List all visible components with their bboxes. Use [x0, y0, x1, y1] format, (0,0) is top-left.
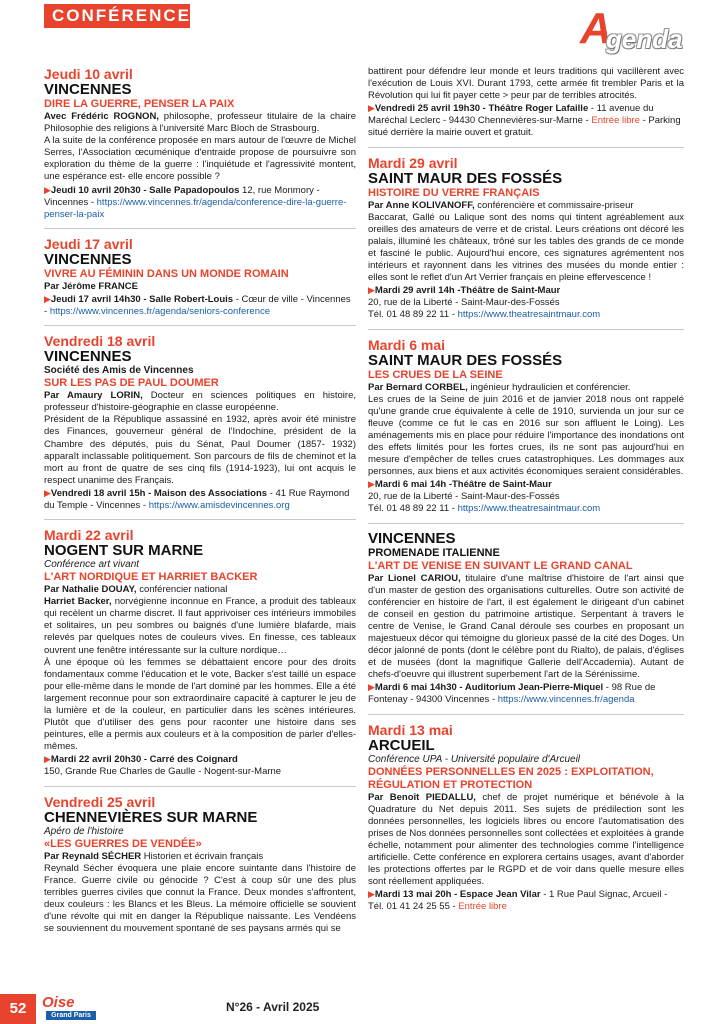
event-city: SAINT MAUR DES FOSSÉS	[368, 351, 563, 369]
event-category: Conférence UPA - Université populaire d'Arcueil	[368, 753, 581, 765]
triangle-right-icon: ▶	[44, 293, 51, 304]
event-link[interactable]: https://www.vincennes.fr/agenda/seniors-conference	[49, 306, 271, 318]
divider	[44, 786, 356, 787]
entry-badge: Entrée libre	[458, 901, 507, 913]
divider	[44, 519, 356, 520]
event-address: 20, rue de la Liberté - Saint-Maur-des-Fossés	[368, 297, 560, 309]
event-title: VIVRE AU FÉMININ DANS UN MONDE ROMAIN	[44, 267, 289, 280]
event-block	[368, 337, 684, 516]
event-category: Apéro de l'histoire	[44, 825, 124, 837]
event-description: À une époque où les femmes se débattaient encore pour des droits fondamentaux comme l'éducation et le vote, Backer s'est taillé un espace pour elle-même dans le monde de l'art dominé par les hommes. Elle a été largement reconnue pour son extraordinaire capacité à capturer le jeu de la lumière et de la couleur, en particulier dans les scènes intérieures. Plutôt que d'utiliser des gens pour raconter une histoire dans ses peintures, elle a permis aux couleurs et à la composition de parler d'elles-mêmes.	[44, 656, 356, 753]
entry-badge: Entrée libre	[591, 115, 640, 127]
event-link[interactable]: https://www.theatresaintmaur.com	[457, 309, 601, 321]
divider	[44, 228, 356, 229]
event-city: SAINT MAUR DES FOSSÉS	[368, 169, 563, 187]
event-speaker: Par Benoît PIEDALLU, chef de projet numérique et bénévole à la Quadrature du Net depuis 2011. Ses sujets de prédilection sont les données personnelles, les logiciels libres ou encore l'automatisation des prises de Nos données personnelles sont collectées et exploitées à grande échelle, notamment pour alimenter des technologies comme l'intelligence artificielle. Cette conférence en explorera certains usages, avant d'aborder les protections offertes par le RGPD et de voir dans quelle mesure elles sont réellement appliquées.	[368, 791, 685, 888]
divider	[368, 147, 684, 148]
event-category: PROMENADE ITALIENNE	[368, 546, 500, 559]
event-block	[368, 722, 684, 914]
event-address: 150, Grande Rue Charles de Gaulle - Nogent-sur-Marne	[44, 766, 282, 778]
event-city: VINCENNES	[44, 348, 132, 366]
event-speaker: Par Nathalie DOUAY, conférencier national	[44, 584, 228, 596]
event-speaker: Avec Frédéric ROGNON, philosophe, professeur titulaire de la chaire Philosophie des religions à l'université Marc Bloch de Strasbourg.	[44, 111, 356, 135]
event-speaker: Par Lionel CARIOU, titulaire d'une maîtrise d'histoire de l'art ainsi que d'un master de gestion des organisations culturelles. Outre son activité de conférencier en histoire de l'art, il est également le dirigeant d'un cabinet de conseil en gestion du patrimoine artistique. Serpentant à travers le centre de Venise, le Grand Canal déroule ses courbes en proposant un majestueux décor qui témoigne du glorieux passé de la cité des Doges. Un décor jalonné de ponts (dont le célèbre pont du Rialto), de palais, d'églises et de musées (dont la magnifique Gallerie dell'Accademia). Autant de chefs-d'oeuvre qui illustrent superbement l'art de la Sérénissime.	[368, 572, 684, 681]
section-header	[44, 4, 205, 28]
event-description: Président de la République assassiné en 1932, après avoir été ministre des Finances, gouverneur général de l'Indochine, président de la Chambre des députés, puis du Sénat, Paul Doumer (1857- 1932) apparaît inclassable politiquement. Son parcours de fils de cheminot et la mort au front de quatre de ses cinq fils (1914-1923), lui ont acquis le respect unanime des Français.	[44, 414, 356, 486]
event-info: ▶Jeudi 10 avril 20h30 - Salle Papadopoulos 12, rue Monmory - Vincennes - https://www.vincennes.fr/agenda/conference-dire-la-guerre-penser-la-paix	[44, 184, 347, 220]
event-info: ▶Vendredi 18 avril 15h - Maison des Associations - 41 Rue Raymond du Temple - Vincennes - https://www.amisdevincennes.org	[44, 487, 350, 511]
event-city: CHENNEVIÈRES SUR MARNE	[44, 808, 258, 826]
event-title: L'ART DE VENISE EN SUIVANT LE GRAND CANAL	[368, 559, 633, 572]
event-speaker: Par Anne KOLIVANOFF, conférencière et commissaire-priseur	[368, 199, 634, 211]
event-phone: Tél. 01 48 89 22 11 - https://www.theatresaintmaur.com	[368, 503, 601, 515]
event-city: VINCENNES	[44, 81, 132, 98]
event-phone: Tél. 01 48 89 22 11 - https://www.theatresaintmaur.com	[368, 309, 601, 321]
divider	[368, 329, 684, 330]
event-city: VINCENNES	[44, 250, 132, 268]
divider	[368, 714, 684, 715]
event-date: Jeudi 17 avril	[44, 235, 133, 252]
event-title: DIRE LA GUERRE, PENSER LA PAIX	[44, 98, 235, 110]
event-title: L'ART NORDIQUE ET HARRIET BACKER	[44, 571, 258, 584]
event-city: ARCUEIL	[368, 736, 435, 754]
event-title: SUR LES PAS DE PAUL DOUMER	[44, 377, 219, 390]
event-info: ▶Jeudi 17 avril 14h30 - Salle Robert-Louis - Cœur de ville - Vincennes - https://www.vincennes.fr/agenda/seniors-conference	[44, 293, 351, 318]
triangle-right-icon: ▶	[368, 682, 375, 693]
event-date: Mardi 13 mai	[368, 721, 453, 738]
divider	[44, 325, 356, 326]
event-link[interactable]: https://www.theatresaintmaur.com	[457, 503, 601, 515]
event-description: A la suite de la conférence proposée en mars autour de l'œuvre de Michel Serres, l'Association œcuménique d'entraide propose de poursuivre son exploration du thème de la guerre : l'inquiétude et l'agressivité montent, une espérance est- elle encore possible ?	[44, 135, 356, 183]
divider	[368, 523, 684, 524]
event-organizer: Société des Amis de Vincennes	[44, 365, 194, 377]
event-info: ▶Mardi 22 avril 20h30 - Carré des Coignard	[44, 754, 238, 766]
event-title: «LES GUERRES DE VENDÉE»	[44, 837, 202, 850]
left-column	[44, 66, 356, 935]
event-date: Mardi 22 avril	[44, 527, 134, 544]
event-description: Les crues de la Seine de juin 2016 et de janvier 2018 nous ont rappelé qu'une grande crue équivalente à celle de 1910, survienda un jour sur ce fleuve (comme ce fut le cas en 2016 sur son affluent le Loing). Les aménagements mis en place pour réduire l'importance des inondations ont des effets limités pour les fortes crues, ils ne sont pas aujourd'hui en mesure d'empêcher de telles crues catastrophiques. Les dommages aux personnes, aux biens et aux activités économiques seraient considérables.	[368, 393, 684, 478]
event-description: Harriet Backer, norvégienne inconnue en France, a produit des tableaux qui recèlent un charme discret. Il faut apprivoiser ces intérieurs immobiles et solitaires, un peu sombres ou baignés d'une lumière blafarde, mais relevés par quelques notes de couleurs vives. En finesse, ces tableaux ouvrent une fenêtre intéressante sur la culture nordique…	[44, 596, 356, 656]
agenda-logo-letter: A	[580, 4, 612, 53]
event-block	[44, 236, 356, 318]
event-info: ▶Mardi 29 avril 14h -Théâtre de Saint-Maur	[368, 285, 561, 297]
event-city: VINCENNES	[368, 529, 456, 547]
event-link[interactable]: https://www.vincennes.fr/agenda	[497, 694, 635, 706]
event-date: Vendredi 25 avril	[44, 793, 156, 810]
event-phone: Tél. 01 41 24 25 55 - Entrée libre	[368, 901, 507, 913]
magazine-logo-name: Oise	[42, 994, 75, 1011]
event-speaker: Par Bernard CORBEL, ingénieur hydraulicien et conférencier.	[368, 381, 631, 393]
event-block	[44, 333, 356, 512]
event-link[interactable]: https://www.amisdevincennes.org	[148, 499, 290, 511]
event-block	[368, 155, 684, 322]
event-block	[368, 531, 684, 707]
issue-number: N°26 - Avril 2025	[226, 1000, 320, 1014]
event-info: ▶Vendredi 25 avril 19h30 - Théâtre Roger Lafaille - 11 avenue du Maréchal Leclerc - 94430 Chennevières-sur-Marne - Entrée libre - Parking situé derrière la mairie ouvert et gratuit.	[368, 103, 681, 139]
triangle-right-icon: ▶	[44, 754, 51, 765]
agenda-logo	[576, 4, 714, 58]
triangle-right-icon: ▶	[368, 889, 375, 900]
event-title: LES CRUES DE LA SEINE	[368, 368, 503, 381]
event-title: HISTOIRE DU VERRE FRANÇAIS	[368, 186, 540, 199]
event-description: Baccarat, Gallé ou Lalique sont des noms qui tintent agréablement aux oreilles des amateurs de verre et de cristal. Leurs créations ont décoré les palais, illuminé les châteaux, trôné sur les tables des grands de ce monde et fasciné le public. Aujourd'hui encore, ces signatures agrémentent nos intérieurs et rayonnent dans les vitrines des musées du monde entier : elles sont le reflet d'un Art Verrier français en pleine effervescence !	[368, 211, 684, 284]
triangle-right-icon: ▶	[44, 184, 51, 195]
right-column	[368, 66, 684, 914]
triangle-right-icon: ▶	[368, 479, 375, 490]
event-info: ▶Mardi 13 mai 20h - Espace Jean Vilar - 1 Rue Paul Signac, Arcueil -	[368, 889, 668, 901]
event-description: battirent pour défendre leur monde et leurs traditions qui vacillèrent avec l'exécution de Louis XVI. Durant 1793, cette armée fit trembler Paris et la Révolution qui lui fit payer cette > peur par de terribles atrocités.	[368, 66, 684, 102]
event-date: Jeudi 10 avril	[44, 66, 133, 82]
event-title: DONNÉES PERSONNELLES EN 2025 : EXPLOITATION, RÉGULATION ET PROTECTION	[368, 765, 654, 791]
event-speaker: Par Reynald SÉCHER Historien et écrivain français	[44, 850, 264, 862]
section-title: CONFÉRENCES	[52, 6, 205, 25]
event-block	[44, 527, 356, 779]
magazine-logo	[42, 994, 100, 1022]
triangle-right-icon: ▶	[44, 487, 51, 498]
event-info: ▶Mardi 6 mai 14h -Théâtre de Saint-Maur	[368, 479, 552, 491]
event-date: Mardi 6 mai	[368, 336, 446, 353]
event-description: Reynald Sécher évoquera une plaie encore suintante dans l'histoire de France. Guerre civile ou génocide ? C'est à coup sûr une des plus terribles guerres civiles que connut la France. Deux mondes s'affrontent, deux couleurs : les Blancs et les Bleus. La mémoire officielle se souvient d'une révolte qui mit en danger la République naissante. Les Vendéens se souviennent du mouvement spontané de ses paysans armés qui se	[44, 862, 356, 935]
event-category: Conférence art vivant	[44, 559, 140, 571]
magazine-logo-subtitle: Grand Paris	[46, 1011, 96, 1020]
triangle-right-icon: ▶	[368, 285, 375, 296]
event-date: Mardi 29 avril	[368, 154, 458, 171]
event-address: 20, rue de la Liberté - Saint-Maur-des-Fossés	[368, 491, 560, 503]
agenda-logo-word: genda	[606, 24, 683, 54]
event-speaker: Par Jérôme FRANCE	[44, 280, 138, 292]
event-info: ▶Mardi 6 mai 14h30 - Auditorium Jean-Pierre-Miquel - 98 Rue de Fontenay - 94300 Vincennes - https://www.vincennes.fr/agenda	[368, 682, 656, 706]
event-link[interactable]: https://www.vincennes.fr/agenda/conference-dire-la-guerre-penser-la-paix	[44, 196, 347, 220]
event-city: NOGENT SUR MARNE	[44, 542, 204, 560]
triangle-right-icon: ▶	[368, 103, 375, 114]
page-number: 52	[0, 994, 36, 1024]
event-block	[368, 66, 684, 140]
event-speaker: Par Amaury LORIN, Docteur en sciences politiques en histoire, professeur d'histoire-géographie en classe européenne.	[44, 390, 356, 414]
event-date: Vendredi 18 avril	[44, 333, 156, 350]
event-block	[44, 66, 356, 221]
event-block	[44, 794, 356, 936]
